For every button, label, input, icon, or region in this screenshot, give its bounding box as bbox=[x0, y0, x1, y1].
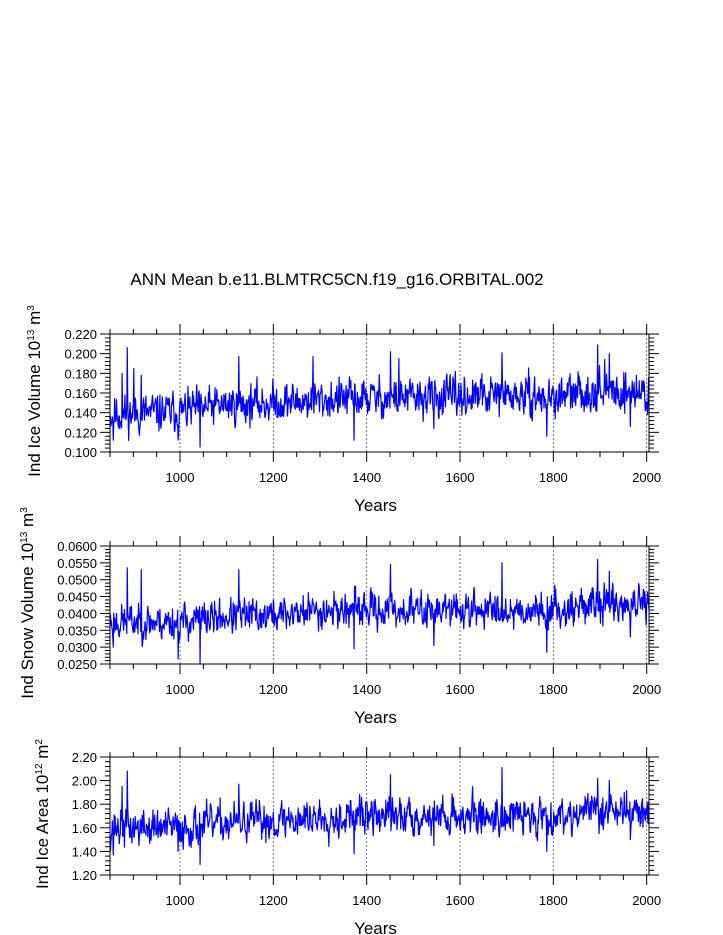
y-axis-label-exponent: 13 bbox=[18, 531, 30, 543]
y-axis-label-exponent: 13 bbox=[25, 329, 37, 341]
series-line bbox=[110, 559, 649, 663]
y-axis-label-exponent: 3 bbox=[18, 507, 30, 513]
y-tick-label: 0.0550 bbox=[57, 555, 97, 571]
x-tick-label: 2000 bbox=[632, 893, 662, 908]
y-tick-label: 1.80 bbox=[71, 797, 97, 813]
x-tick-label: 1400 bbox=[352, 470, 382, 485]
y-tick-label: 1.60 bbox=[71, 820, 97, 836]
x-axis-label: Years bbox=[354, 708, 397, 727]
y-axis-label-exponent: 2 bbox=[33, 739, 45, 745]
x-tick-label: 1800 bbox=[538, 470, 568, 485]
y-tick-label: 0.220 bbox=[64, 327, 97, 342]
x-axis-label: Years bbox=[354, 919, 397, 935]
x-tick-label: 1000 bbox=[165, 470, 195, 485]
y-tick-label: 0.0300 bbox=[57, 640, 97, 656]
x-axis-label: Years bbox=[354, 496, 397, 515]
x-tick-label: 1200 bbox=[258, 682, 288, 697]
y-tick-label: 2.00 bbox=[71, 773, 97, 789]
y-tick-label: 0.160 bbox=[64, 386, 97, 401]
series-line bbox=[110, 345, 649, 447]
y-tick-label: 0.140 bbox=[64, 405, 97, 421]
x-tick-label: 1200 bbox=[258, 470, 288, 485]
y-tick-label: 0.0600 bbox=[57, 539, 97, 554]
y-tick-label: 0.180 bbox=[64, 366, 97, 382]
x-tick-label: 1000 bbox=[165, 682, 195, 697]
x-tick-label: 1600 bbox=[445, 893, 475, 908]
x-tick-label: 1800 bbox=[538, 682, 568, 697]
y-tick-label: 0.0350 bbox=[57, 623, 97, 639]
y-tick-label: 0.0450 bbox=[57, 589, 97, 605]
y-tick-label: 0.0500 bbox=[57, 572, 97, 588]
y-tick-label: 1.20 bbox=[71, 868, 97, 883]
x-tick-label: 1200 bbox=[258, 893, 288, 908]
y-axis-label-part: Ind Snow Volume 10 bbox=[18, 542, 37, 699]
y-tick-label: 0.200 bbox=[64, 346, 97, 362]
y-tick-label: 2.20 bbox=[71, 750, 97, 765]
x-tick-label: 1400 bbox=[352, 893, 382, 908]
y-tick-label: 1.40 bbox=[71, 844, 97, 860]
x-tick-label: 1600 bbox=[445, 470, 475, 485]
y-tick-label: 0.120 bbox=[64, 425, 97, 441]
x-tick-label: 1000 bbox=[165, 893, 195, 908]
chart-panel-1 bbox=[25, 305, 661, 515]
y-axis-label-part: Ind Ice Volume 10 bbox=[25, 340, 44, 477]
y-axis-label-part: Ind Ice Area 10 bbox=[33, 774, 52, 889]
x-tick-label: 1400 bbox=[352, 682, 382, 697]
x-tick-label: 2000 bbox=[632, 682, 662, 697]
x-tick-label: 1800 bbox=[538, 893, 568, 908]
y-axis-label bbox=[18, 507, 37, 699]
y-axis-label-exponent: 12 bbox=[33, 763, 45, 775]
y-axis-label-exponent: 3 bbox=[25, 305, 37, 311]
y-axis-label bbox=[25, 305, 44, 477]
y-axis-label-part: m bbox=[18, 512, 37, 532]
chart-panels bbox=[18, 305, 661, 935]
y-tick-label: 0.100 bbox=[64, 445, 97, 460]
chart-panel-2 bbox=[18, 507, 661, 727]
x-tick-label: 2000 bbox=[632, 470, 662, 485]
y-axis-label-part: m bbox=[25, 310, 44, 330]
y-axis-label-part: m bbox=[33, 744, 52, 764]
y-tick-label: 0.0400 bbox=[57, 606, 97, 622]
chart-panel-3 bbox=[33, 739, 661, 935]
x-tick-label: 1600 bbox=[445, 682, 475, 697]
figure-title: ANN Mean b.e11.BLMTRC5CN.f19_g16.ORBITAL.002 bbox=[130, 270, 544, 289]
y-tick-label: 0.0250 bbox=[57, 657, 97, 672]
y-axis-label bbox=[33, 739, 52, 889]
series-line bbox=[110, 768, 649, 865]
